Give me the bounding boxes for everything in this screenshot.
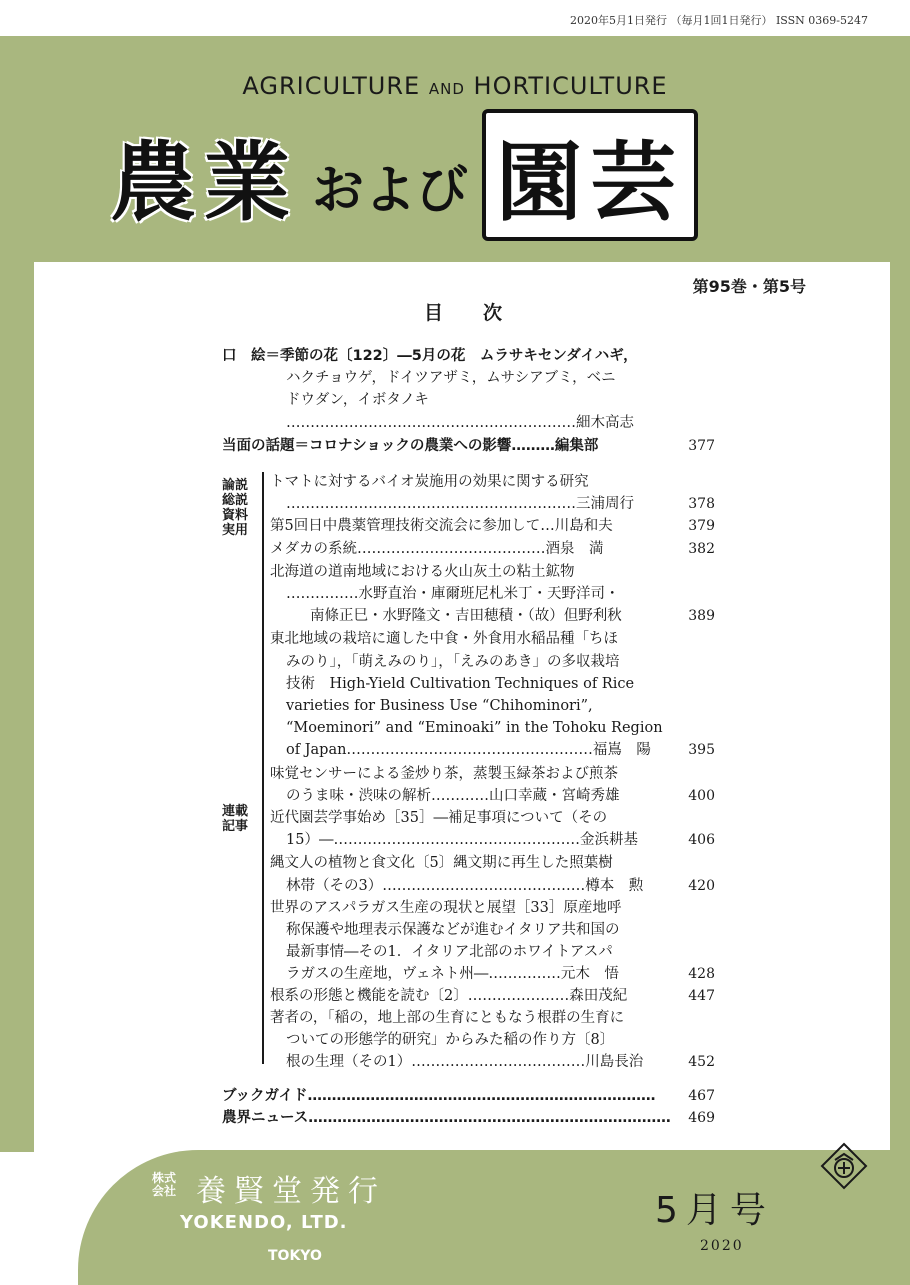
japanese-title-part1: 農業 (110, 133, 298, 233)
toc-entry: 北海道の道南地域における火山灰土の粘土鉱物 (270, 564, 575, 580)
section-label-shiryou: 資料 (222, 508, 249, 523)
toc-entry: ……………………………………………………細木高志 (286, 415, 634, 431)
toc-entry: 第5回日中農薬管理技術交流会に参加して…川島和夫 (270, 518, 613, 534)
toc-entry: 根系の形態と機能を読む〔2〕…………………森田茂紀 (270, 988, 628, 1004)
section-label-kiji: 記事 (222, 819, 249, 834)
issue-year: 2020 (700, 1238, 744, 1254)
issue-month: 5月号 (655, 1190, 774, 1231)
toc-entry: 著者の，「稲の，地上部の生育にともなう根群の生育に (270, 1010, 625, 1026)
toc-page-number: 377 (688, 438, 715, 454)
toc-page-number: 382 (688, 541, 715, 557)
toc-entry: 南條正巳・水野隆文・吉田穂積・（故）但野利秋 (310, 608, 622, 624)
section-divider (262, 472, 264, 1064)
toc-entry: みのり」，「萌えみのり」，「えみのあき」の多収栽培 (286, 654, 620, 670)
english-title-part1: AGRICULTURE (242, 72, 421, 100)
publisher-prefix: 株式会社 (152, 1171, 177, 1198)
section-label-ronsetsu: 論説 (222, 478, 249, 493)
toc-entry: ついての形態学的研究」からみた稲の作り方〔8〕 (286, 1032, 615, 1048)
toc-page-number: 406 (688, 832, 715, 848)
section-label-jitsuyou: 実用 (222, 523, 249, 538)
toc-entry: トマトに対するバイオ炭施用の効果に関する研究 (270, 474, 589, 490)
toc-page-number: 379 (688, 518, 715, 534)
toc-entry: ブックガイド……………………………………………………………… (222, 1088, 656, 1104)
toc-entry: 農界ニュース………………………………………………………………… (222, 1110, 671, 1126)
toc-entry: 称保護や地理表示保護などが進むイタリア共和国の (286, 922, 620, 938)
toc-entry: 縄文人の植物と食文化〔5〕縄文期に再生した照葉樹 (270, 855, 613, 871)
toc-page-number: 378 (688, 496, 715, 512)
toc-page-number: 469 (688, 1110, 715, 1126)
toc-entry: 当面の話題＝コロナショックの農業への影響………編集部 (222, 438, 599, 454)
toc-page-number: 428 (688, 966, 715, 982)
toc-entry: 近代園芸学事始め［35］―補足事項について（その (270, 810, 608, 826)
publication-info: 2020年5月1日発行 （毎月1回1日発行） ISSN 0369-5247 (569, 14, 868, 27)
publisher-emblem-icon (820, 1142, 868, 1190)
toc-entry: 東北地域の栽培に適した中食・外食用水稲品種「ちほ (270, 631, 618, 647)
toc-entry: 技術 High-Yield Cultivation Techniques of Rice (286, 676, 635, 692)
publisher-name-en: YOKENDO, LTD. (180, 1212, 348, 1233)
english-title (0, 72, 910, 100)
toc-page-number: 452 (688, 1054, 715, 1070)
toc-page-number: 389 (688, 608, 715, 624)
toc-page-number: 467 (688, 1088, 715, 1104)
section-label-sousetsu: 総説 (222, 493, 249, 508)
toc-entry: メダカの系統…………………………………酒泉 満 (270, 541, 604, 557)
toc-entry: ……………………………………………………三浦周行 (286, 496, 634, 512)
toc-entry: ドウダン，イボタノキ (286, 392, 429, 408)
english-title-part2: HORTICULTURE (473, 72, 668, 100)
toc-page-number: 447 (688, 988, 715, 1004)
toc-entry: varieties for Business Use “Chihominori”, (286, 698, 593, 714)
toc-page-number: 420 (688, 878, 715, 894)
toc-entry: 15）―……………………………………………金浜耕基 (286, 832, 638, 848)
toc-entry: 根の生理（その1）………………………………川島長治 (286, 1054, 644, 1070)
toc-entry: of Japan……………………………………………福嶌 陽 (286, 742, 651, 758)
toc-entry: のうま味・渋味の解析…………山口幸蔵・宮崎秀雄 (286, 788, 620, 804)
toc-entry: 味覚センサーによる釜炒り茶，蒸製玉緑茶および煎茶 (270, 766, 618, 782)
japanese-title-connector: および (312, 160, 469, 221)
toc-entry: 最新事情―その1．イタリア北部のホワイトアスパ (286, 944, 613, 960)
toc-entry: ラガスの生産地，ヴェネト州―……………元木 悟 (286, 966, 619, 982)
toc-entry: ……………水野直治・庫爾班尼札米丁・天野洋司・ (286, 586, 620, 602)
publisher-name: 養賢堂発行 (196, 1174, 386, 1209)
english-title-and: AND (428, 80, 465, 98)
left-band (0, 262, 34, 1152)
toc-page-number: 395 (688, 742, 715, 758)
toc-entry: 林帯（その3）……………………………………樽本 勲 (286, 878, 644, 894)
japanese-title-part2: 園芸 (482, 109, 698, 241)
toc-entry: ハクチョウゲ，ドイツアザミ，ムサシアブミ，ベニ (286, 370, 616, 386)
toc-entry: 口 絵＝季節の花〔122〕―5月の花 ムラサキセンダイハギ， (222, 348, 638, 364)
section-label-rensai: 連載 (222, 804, 249, 819)
right-band (890, 262, 910, 1152)
toc-page-number: 400 (688, 788, 715, 804)
toc-entry: 世界のアスパラガス生産の現状と展望［33］原産地呼 (270, 900, 622, 916)
toc-heading: 目次 (424, 302, 543, 324)
toc-entry: “Moeminori” and “Eminoaki” in the Tohoku Region (286, 720, 663, 736)
japanese-title (110, 120, 698, 233)
volume-number: 第95巻・第5号 (692, 277, 806, 296)
publisher-city: TOKYO (268, 1248, 322, 1264)
